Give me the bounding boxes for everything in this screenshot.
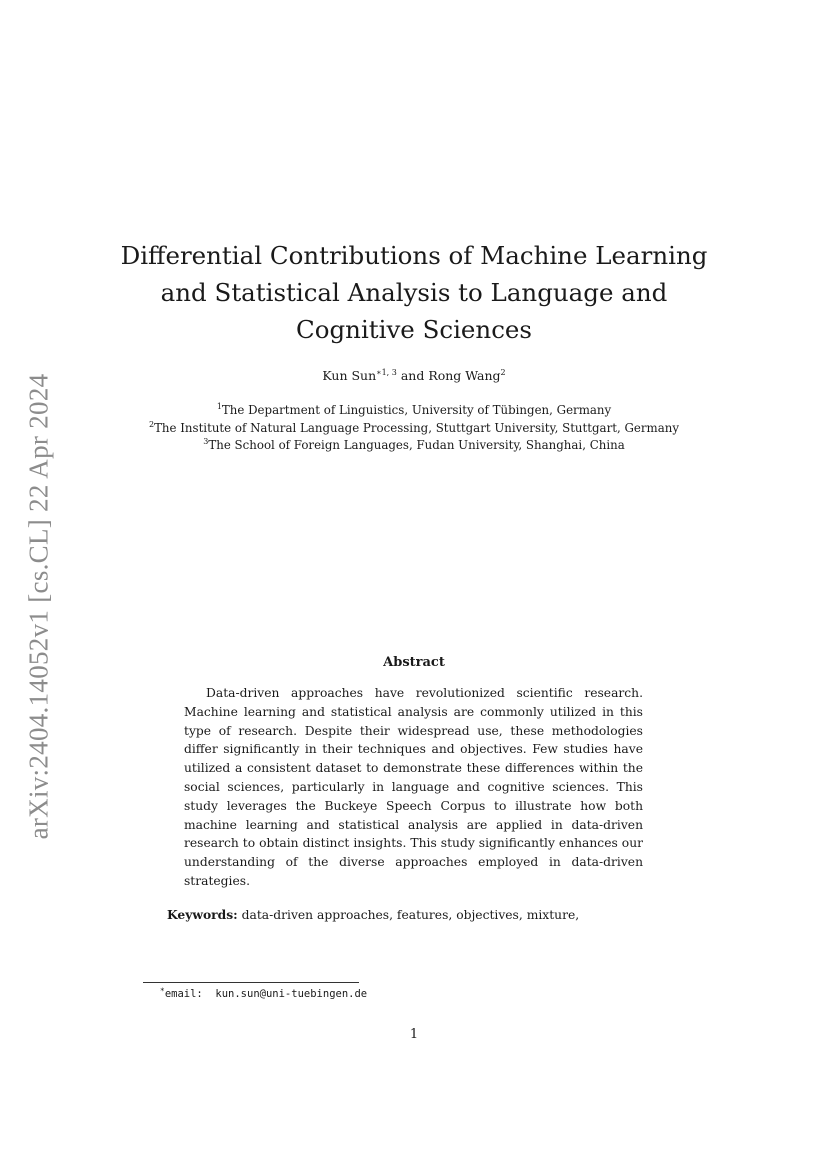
footnote-rule xyxy=(143,982,359,983)
footnote-email: email: kun.sun@uni-tuebingen.de xyxy=(164,988,368,1000)
affiliation-3 xyxy=(0,437,828,455)
author-connector: and xyxy=(396,368,429,383)
affiliation-2-mark: 2 xyxy=(148,419,155,429)
keywords-text: data-driven approaches, features, objectives, mixture, xyxy=(241,908,580,922)
paper-title: Differential Contributions of Machine Learning and Statistical Analysis to Language and Cognitive Sciences xyxy=(120,241,708,344)
footnote-mark: ∗ xyxy=(160,985,165,994)
affiliation-3-mark: 3 xyxy=(203,437,209,446)
abstract-body: Data-driven approaches have revolutionized scientific research. Machine learning and statistical analysis are commonly utilized in this type of research. Despite their widespread use, these methodologies differ significantly in their techniques and objectives. Few studies have utilized a consistent dataset to demonstrate these differences within the social sciences, particularly in language and cognitive sciences. This study leverages the Buckeye Speech Corpus to illustrate how both machine learning and statistical analysis are applied in data-driven research to obtain distinct insights. This study significantly enhances our understanding of the diverse approaches employed in data-driven strategies. xyxy=(184,686,643,888)
author-1-name: Kun Sun xyxy=(322,368,377,383)
footnote xyxy=(160,985,368,1000)
author-2-marks: 2 xyxy=(500,368,506,377)
keywords-label: Keywords: xyxy=(167,907,238,922)
page-number: 1 xyxy=(409,1027,419,1042)
arxiv-identifier: arXiv:2404.14052v1 [cs.CL] 22 Apr 2024 xyxy=(23,373,54,839)
affiliation-1 xyxy=(0,402,828,420)
author-2-name: Rong Wang xyxy=(428,368,501,383)
author-1-marks: ∗1, 3 xyxy=(376,368,397,377)
affiliation-1-text: The Department of Linguistics, University of Tübingen, Germany xyxy=(221,403,612,417)
affiliation-1-mark: 1 xyxy=(216,402,222,411)
affiliation-3-text: The School of Foreign Languages, Fudan University, Shanghai, China xyxy=(208,438,625,452)
affiliation-2 xyxy=(0,420,828,438)
abstract-heading: Abstract xyxy=(383,655,445,670)
keywords-line xyxy=(167,907,687,922)
affiliations xyxy=(0,402,828,455)
affiliation-2-text: The Institute of Natural Language Processing, Stuttgart University, Stuttgart, Germany xyxy=(154,420,680,435)
author-line xyxy=(0,368,828,383)
